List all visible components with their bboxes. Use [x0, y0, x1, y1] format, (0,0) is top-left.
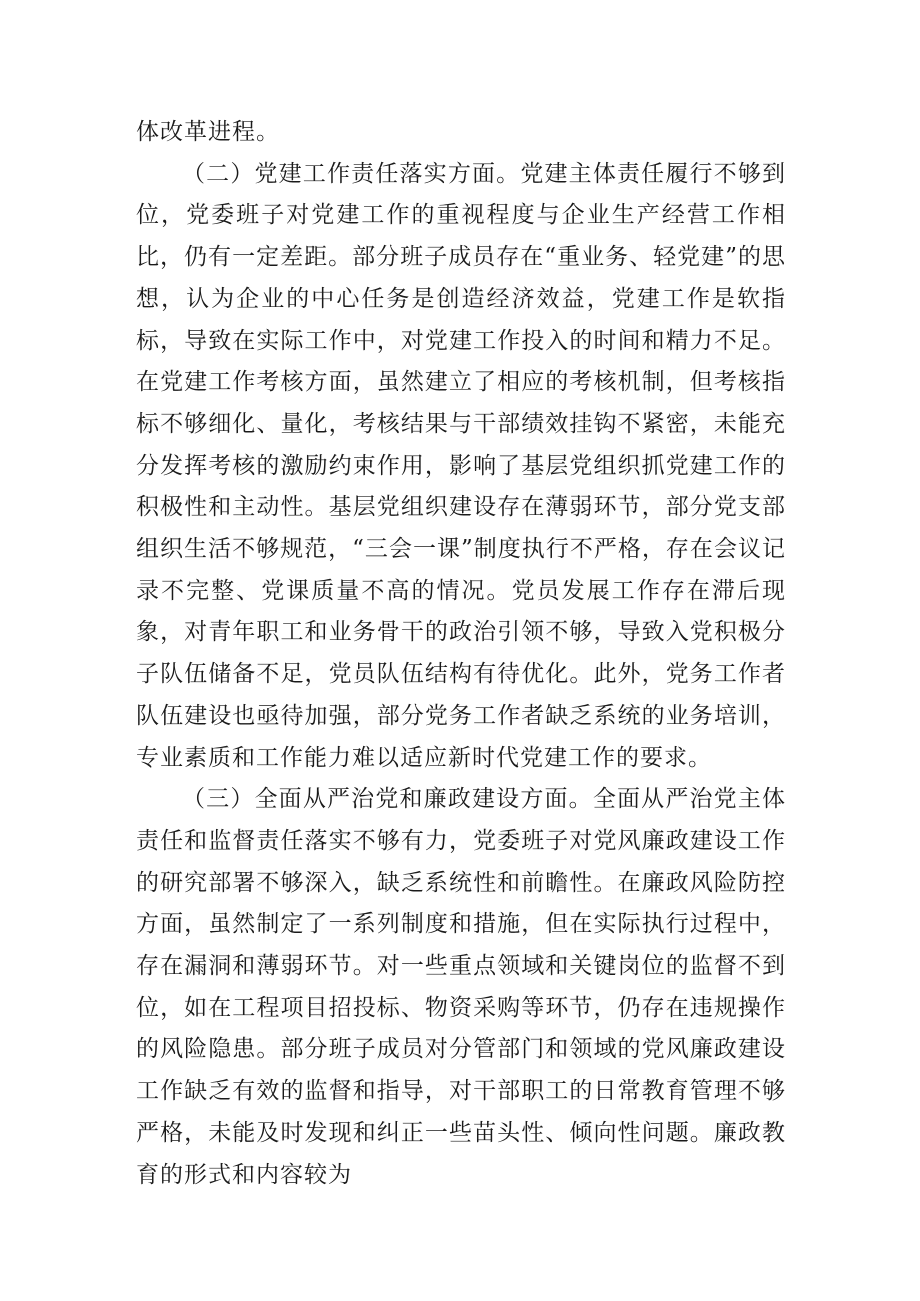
section-heading-2: （二）党建工作责任落实方面。 [182, 160, 521, 187]
paragraph-2 [136, 154, 786, 780]
paragraph-3 [136, 779, 786, 1196]
paragraph-1 [136, 112, 786, 154]
paragraph-3-text: 全面从严治党主体责任和监督责任落实不够有力，党委班子对党风廉政建设工作的研究部署不够深入，缺乏系统性和前瞻性。在廉政风险防控方面，虽然制定了一系列制度和措施，但在实际执行过程中，存在漏洞和薄弱环节。对一些重点领域和关键岗位的监督不到位，如在工程项目招投标、物资采购等环节，仍存在违规操作的风险隐患。部分班子成员对分管部门和领域的党风廉政建设工作缺乏有效的监督和指导，对干部职工的日常教育管理不够严格，未能及时发现和纠正一些苗头性、倾向性问题。廉政教育的形式和内容较为 [136, 786, 787, 1188]
paragraph-2-text: 党建主体责任履行不够到位，党委班子对党建工作的重视程度与企业生产经营工作相比，仍有一定差距。部分班子成员存在“重业务、轻党建”的思想，认为企业的中心任务是创造经济效益，党建工作是软指标，导致在实际工作中，对党建工作投入的时间和精力不足。在党建工作考核方面，虽然建立了相应的考核机制，但考核指标不够细化、量化，考核结果与干部绩效挂钩不紧密，未能充分发挥考核的激励约束作用，影响了基层党组织抓党建工作的积极性和主动性。基层党组织建设存在薄弱环节，部分党支部组织生活不够规范，“三会一课”制度执行不严格，存在会议记录不完整、党课质量不高的情况。党员发展工作存在滞后现象，对青年职工和业务骨干的政治引领不够，导致入党积极分子队伍储备不足，党员队伍结构有待优化。此外，党务工作者队伍建设也亟待加强，部分党务工作者缺乏系统的业务培训，专业素质和工作能力难以适应新时代党建工作的要求。 [136, 160, 787, 771]
document-body [136, 112, 786, 1196]
section-heading-3: （三）全面从严治党和廉政建设方面。 [182, 786, 593, 813]
paragraph-1-text: 体改革进程。 [136, 119, 280, 145]
